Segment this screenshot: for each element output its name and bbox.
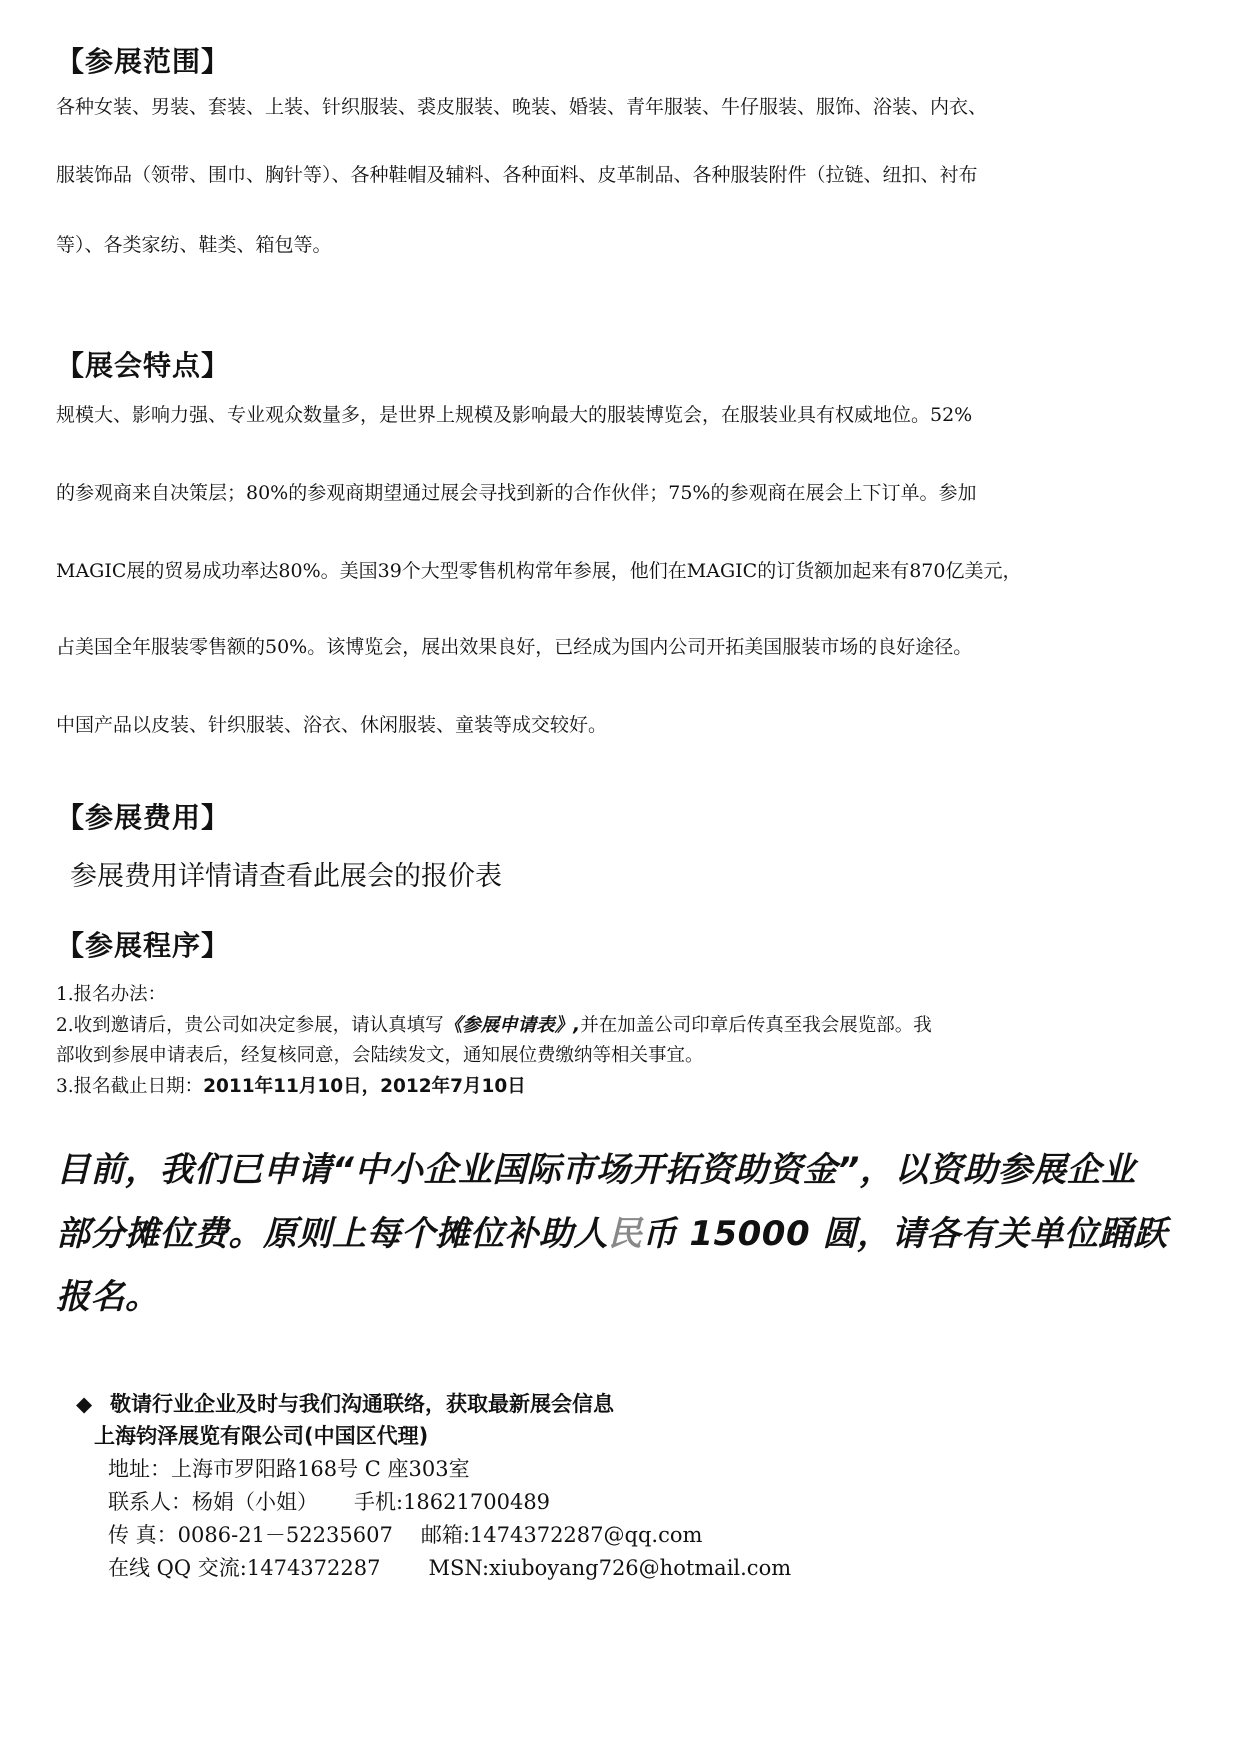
contact-heading [76,1390,614,1418]
features-line-2: 的参观商来自决策层；80%的参观商期望通过展会寻找到新的合作伙伴；75%的参观商在展会上下订单。参加 [56,482,977,504]
subsidy-line-2-pre: 部分摊位费。原则上每个摊位补助人 [56,1214,608,1254]
scope-heading: 【参展范围】 [56,45,231,78]
subsidy-line-1: 目前，我们已申请“中小企业国际市场开拓资助资金”，以资助参展企业 [56,1150,1136,1190]
contact-qq: 在线 QQ 交流:1474372287 [108,1556,381,1580]
fees-heading: 【参展费用】 [56,801,231,834]
features-line-1: 规模大、影响力强、专业观众数量多，是世界上规模及影响最大的服装博览会，在服装业具有权威地位。52% [56,404,973,426]
contact-fax: 传 真：0086-21－52235607 [108,1523,393,1547]
contact-online-row [108,1554,791,1582]
contact-mobile: 手机:18621700489 [354,1490,551,1514]
contact-person-row [108,1488,550,1516]
contact-heading-text: 敬请行业企业及时与我们沟通联络，获取最新展会信息 [110,1392,614,1416]
procedure-line-4 [56,1075,526,1099]
contact-fax-row [108,1521,702,1549]
procedure-heading: 【参展程序】 [56,929,231,962]
features-heading: 【展会特点】 [56,349,231,382]
features-line-4: 占美国全年服装零售额的50%。该博览会，展出效果良好，已经成为国内公司开拓美国服装市场的良好途径。 [56,636,973,658]
fees-text: 参展费用详情请查看此展会的报价表 [70,861,502,892]
procedure-line-3: 部收到参展申请表后，经复核同意，会陆续发文，通知展位费缴纳等相关事宜。 [56,1045,704,1066]
subsidy-line-3: 报名。 [56,1277,160,1317]
contact-address: 地址：上海市罗阳路168号 C 座303室 [108,1457,470,1481]
contact-msn: MSN:xiuboyang726@hotmail.com [428,1556,792,1580]
company-name: 上海钧泽展览有限公司(中国区代理) [94,1424,429,1448]
procedure-line-2-pre: 2.收到邀请后，贵公司如决定参展，请认真填写 [56,1015,444,1036]
deadline-dates: 2011年11月10日，2012年7月10日 [203,1076,526,1097]
procedure-line-2 [56,1014,932,1038]
subsidy-line-2 [56,1212,1167,1256]
diamond-bullet-icon: ◆ [76,1392,93,1416]
scope-line-2: 服装饰品（领带、围巾、胸针等）、各种鞋帽及辅料、各种面料、皮革制品、各种服装附件（拉链、纽扣、衬布 [56,164,978,186]
contact-email: 邮箱:1474372287@qq.com [420,1523,703,1547]
procedure-line-2-post: 并在加盖公司印章后传真至我会展览部。我 [580,1015,932,1036]
subsidy-dim-char: 民 [608,1214,643,1254]
subsidy-line-2-post: 币 15000 圆，请各有关单位踊跃 [642,1214,1168,1254]
contact-person: 联系人：杨娟（小姐） [108,1490,318,1514]
application-form-name: 《参展申请表》, [443,1015,581,1036]
features-line-3: MAGIC展的贸易成功率达80%。美国39个大型零售机构常年参展，他们在MAGIC的订货额加起来有870亿美元， [56,560,1022,582]
procedure-line-1: 1.报名办法： [56,984,167,1005]
scope-line-1: 各种女装、男装、套装、上装、针织服装、裘皮服装、晚装、婚装、青年服装、牛仔服装、服饰、浴装、内衣、 [56,96,988,118]
features-line-5: 中国产品以皮装、针织服装、浴衣、休闲服装、童装等成交较好。 [56,714,608,736]
scope-line-3: 等）、各类家纺、鞋类、箱包等。 [56,234,332,256]
deadline-label: 3.报名截止日期： [56,1076,204,1097]
